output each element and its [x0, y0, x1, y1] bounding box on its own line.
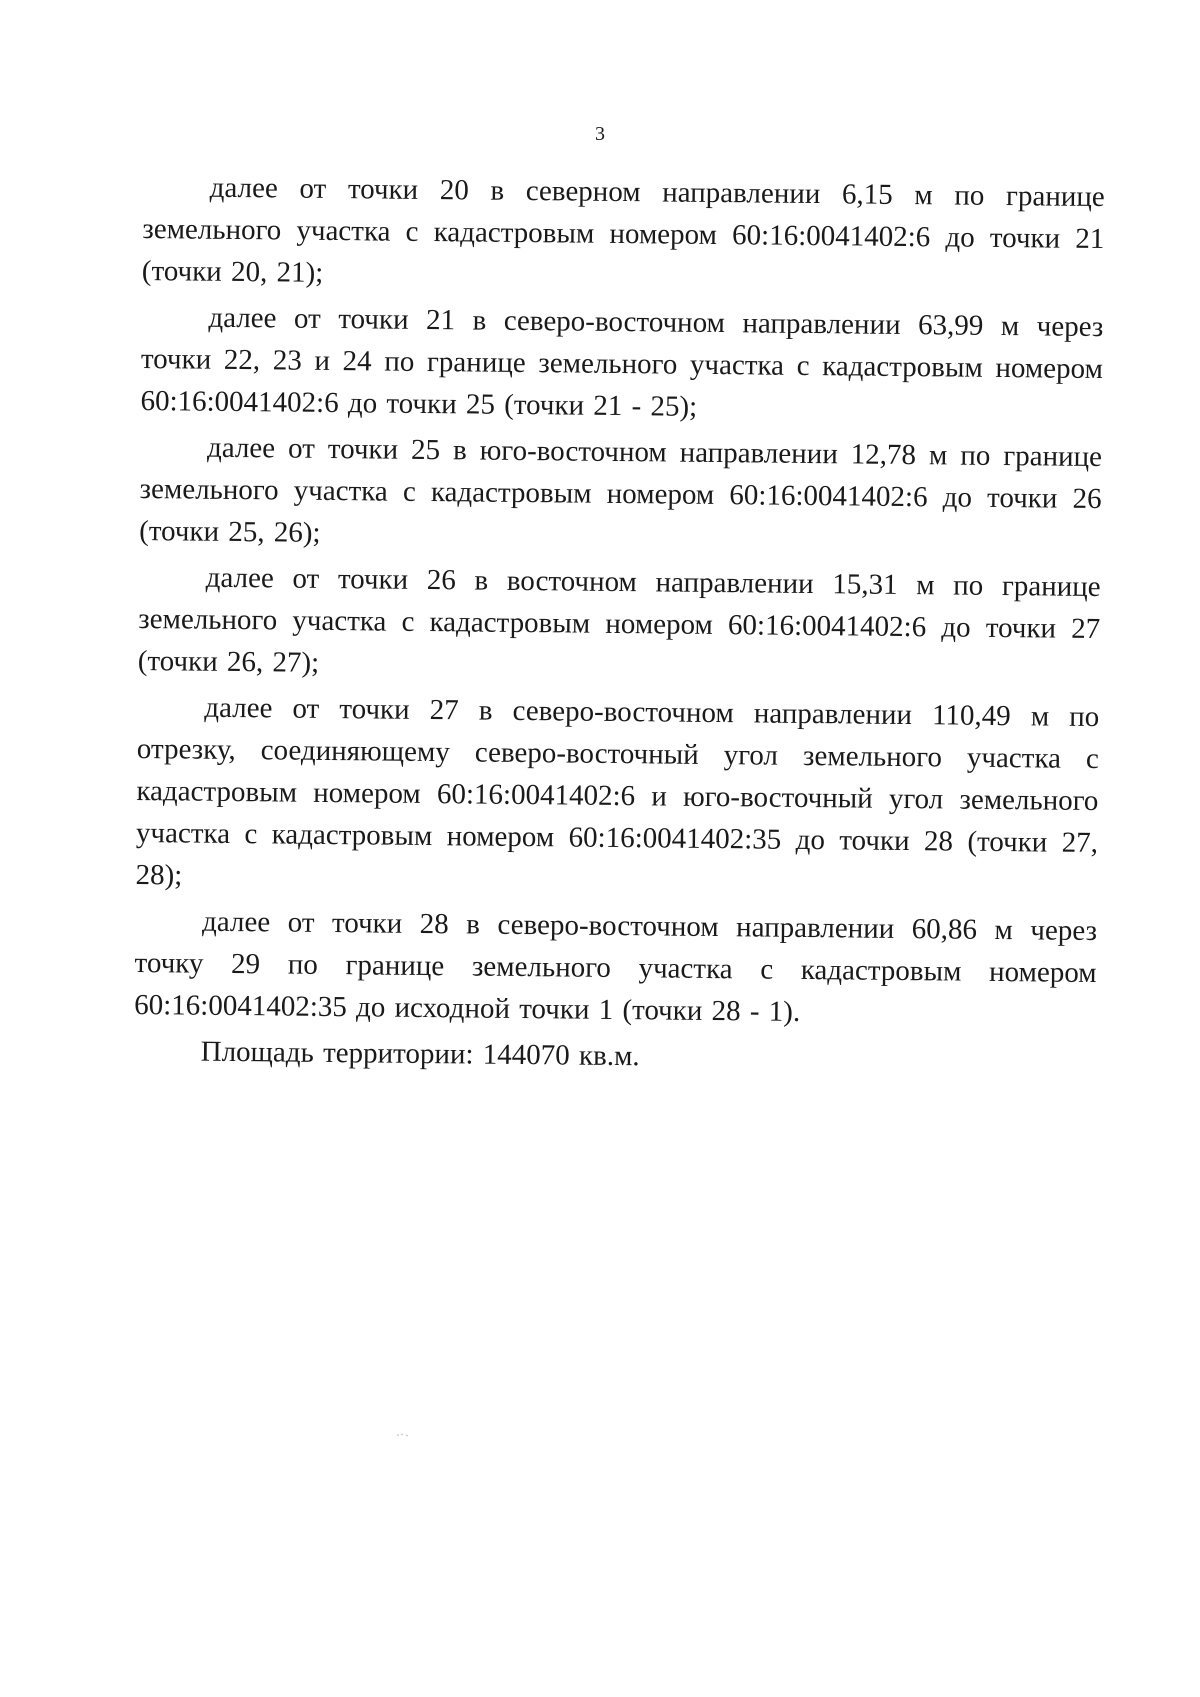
area-statement: Площадь территории: 144070 кв.м.: [200, 1035, 640, 1073]
paragraph-boundary-28-1: далее от точки 28 в северо-восточном направлении 60,86 м через точку 29 по границе земельного участка с кадастровым номером 60:16:0041402:35 до исходной точки 1 (точки 28 - 1).: [134, 905, 1098, 1028]
scan-speck: [396, 1433, 410, 1437]
paragraph-boundary-25-26: далее от точки 25 в юго-восточном направлении 12,78 м по границе земельного участка с кадастровым номером 60:16:0041402:6 до точки 26 (точки 25, 26);: [139, 431, 1103, 549]
document-body: [133, 166, 1104, 1086]
page-number: 3: [595, 123, 605, 145]
paragraph-boundary-21-25: далее от точки 21 в северо-восточном направлении 63,99 м через точки 22, 23 и 24 по границе земельного участка с кадастровым номером 60:16:0041402:6 до точки 25 (точки 21 - 25);: [140, 301, 1104, 423]
paragraph-boundary-26-27: далее от точки 26 в восточном направлении 15,31 м по границе земельного участка с кадастровым номером 60:16:0041402:6 до точки 27 (точки 26, 27);: [137, 561, 1101, 679]
paragraph-boundary-20-21: далее от точки 20 в северном направлении 6,15 м по границе земельного участка с кадастровым номером 60:16:0041402:6 до точки 21 (точки 20, 21);: [141, 171, 1105, 289]
paragraph-boundary-27-28: далее от точки 27 в северо-восточном направлении 110,49 м по отрезку, соединяющему северо-восточный угол земельного участка с кадастровым номером 60:16:0041402:6 и юго-восточный угол земельного участка с кадастровым номером 60:16:0041402:35 до точки 28 (точки 27, 28);: [135, 691, 1100, 892]
